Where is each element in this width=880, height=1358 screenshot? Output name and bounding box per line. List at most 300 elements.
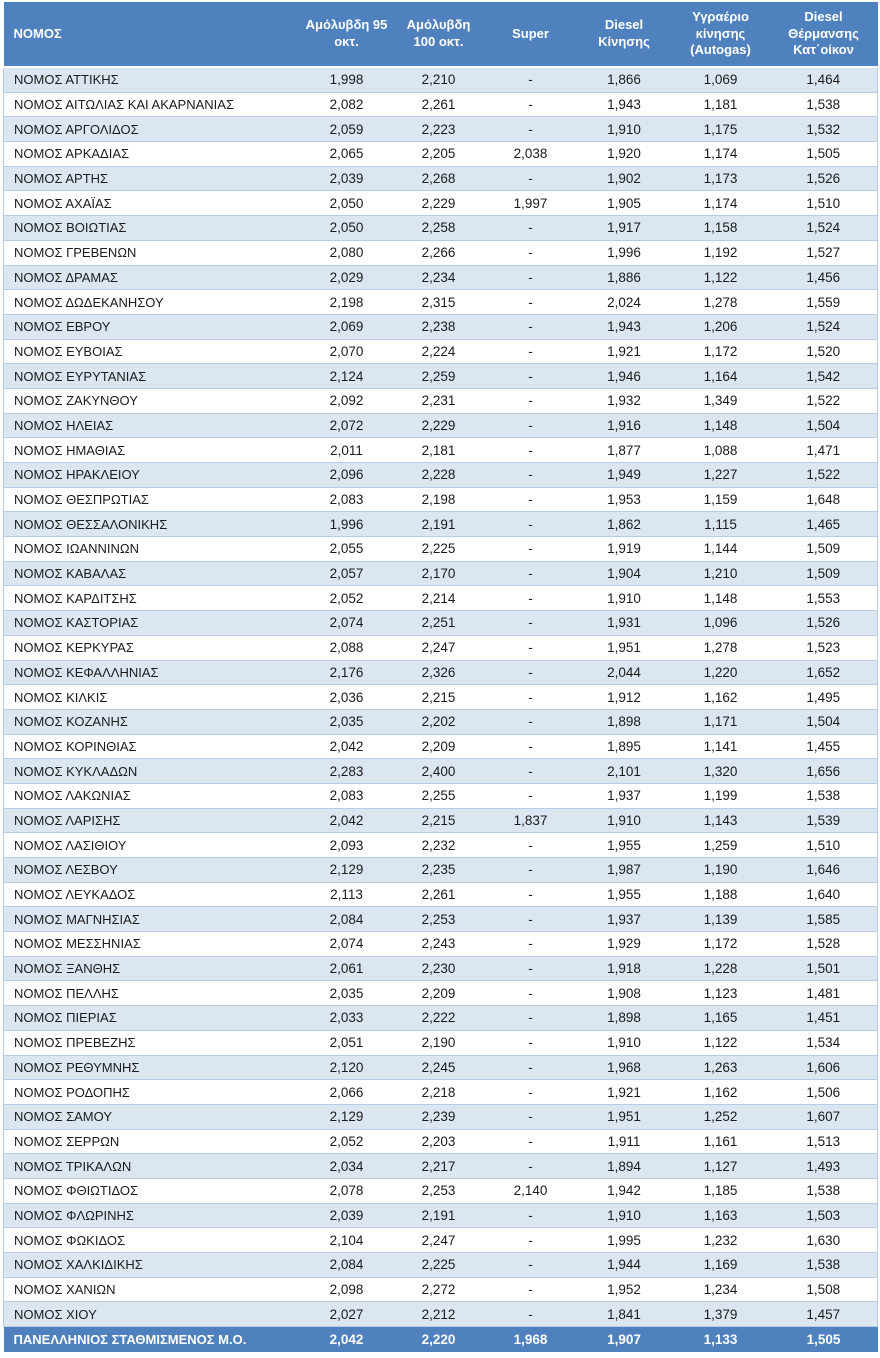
price-cell: 1,522 [770, 463, 878, 488]
table-row [4, 858, 878, 883]
table-row [4, 142, 878, 167]
price-cell: 1,164 [672, 364, 770, 389]
price-cell: 2,074 [301, 611, 393, 636]
price-cell: 2,084 [301, 1253, 393, 1278]
footer-value: 1,907 [577, 1327, 672, 1353]
prefecture-name-cell: ΝΟΜΟΣ ΛΑΚΩΝΙΑΣ [4, 783, 301, 808]
price-cell: 1,996 [577, 240, 672, 265]
price-cell: 2,239 [393, 1104, 485, 1129]
price-cell: 1,648 [770, 487, 878, 512]
price-cell: - [485, 759, 577, 784]
price-cell: - [485, 413, 577, 438]
price-cell: 2,272 [393, 1277, 485, 1302]
price-cell: - [485, 1277, 577, 1302]
price-cell: 1,898 [577, 1006, 672, 1031]
table-row [4, 117, 878, 142]
price-cell: 1,905 [577, 191, 672, 216]
table-row [4, 833, 878, 858]
prefecture-name-cell: ΝΟΜΟΣ ΘΕΣΠΡΩΤΙΑΣ [4, 487, 301, 512]
price-cell: 1,943 [577, 92, 672, 117]
price-cell: - [485, 783, 577, 808]
price-cell: 1,228 [672, 956, 770, 981]
price-cell: 2,230 [393, 956, 485, 981]
price-cell: 1,955 [577, 882, 672, 907]
price-cell: 1,910 [577, 586, 672, 611]
prefecture-name-cell: ΝΟΜΟΣ ΑΡΤΗΣ [4, 166, 301, 191]
table-row [4, 314, 878, 339]
price-cell: 1,508 [770, 1277, 878, 1302]
column-header-unleaded-100: Αμόλυβδη 100 οκτ. [393, 2, 485, 67]
price-cell: 2,088 [301, 635, 393, 660]
price-cell: 1,886 [577, 265, 672, 290]
prefecture-name-cell: ΝΟΜΟΣ ΙΩΑΝΝΙΝΩΝ [4, 537, 301, 562]
table-row [4, 240, 878, 265]
price-cell: 1,199 [672, 783, 770, 808]
price-cell: 1,263 [672, 1055, 770, 1080]
table-header [4, 2, 878, 67]
price-cell: - [485, 1006, 577, 1031]
prefecture-name-cell: ΝΟΜΟΣ ΕΥΒΟΙΑΣ [4, 339, 301, 364]
price-cell: - [485, 1154, 577, 1179]
price-cell: 2,011 [301, 438, 393, 463]
price-cell: 1,232 [672, 1228, 770, 1253]
prefecture-name-cell: ΝΟΜΟΣ ΣΑΜΟΥ [4, 1104, 301, 1129]
footer-label: ΠΑΝΕΛΛΗΝΙΟΣ ΣΤΑΘΜΙΣΜΕΝΟΣ Μ.Ο. [4, 1327, 301, 1353]
prefecture-name-cell: ΝΟΜΟΣ ΡΟΔΟΠΗΣ [4, 1080, 301, 1105]
price-cell: 2,283 [301, 759, 393, 784]
table-row [4, 981, 878, 1006]
price-cell: 2,176 [301, 660, 393, 685]
prefecture-name-cell: ΝΟΜΟΣ ΗΡΑΚΛΕΙΟΥ [4, 463, 301, 488]
price-cell: 1,163 [672, 1203, 770, 1228]
price-cell: 2,074 [301, 932, 393, 957]
price-cell: 2,050 [301, 216, 393, 241]
price-cell: - [485, 1203, 577, 1228]
price-cell: 1,505 [770, 142, 878, 167]
price-cell: 1,987 [577, 858, 672, 883]
table-row [4, 759, 878, 784]
price-cell: 2,205 [393, 142, 485, 167]
price-cell: 2,036 [301, 685, 393, 710]
price-cell: 1,912 [577, 685, 672, 710]
price-cell: 1,955 [577, 833, 672, 858]
price-cell: 2,400 [393, 759, 485, 784]
price-cell: 2,124 [301, 364, 393, 389]
price-cell: 1,503 [770, 1203, 878, 1228]
price-cell: 1,911 [577, 1129, 672, 1154]
price-cell: 2,209 [393, 734, 485, 759]
price-cell: 1,921 [577, 1080, 672, 1105]
price-cell: 2,070 [301, 339, 393, 364]
price-cell: 1,174 [672, 191, 770, 216]
price-cell: 2,259 [393, 364, 485, 389]
price-cell: 1,162 [672, 685, 770, 710]
price-cell: 2,055 [301, 537, 393, 562]
prefecture-name-cell: ΝΟΜΟΣ ΦΛΩΡΙΝΗΣ [4, 1203, 301, 1228]
price-cell: 1,171 [672, 709, 770, 734]
price-cell: 2,050 [301, 191, 393, 216]
price-cell: 2,039 [301, 1203, 393, 1228]
price-cell: 1,538 [770, 1253, 878, 1278]
price-cell: 1,968 [577, 1055, 672, 1080]
price-cell: 2,059 [301, 117, 393, 142]
prefecture-name-cell: ΝΟΜΟΣ ΑΤΤΙΚΗΣ [4, 67, 301, 92]
price-cell: 2,104 [301, 1228, 393, 1253]
price-cell: 2,245 [393, 1055, 485, 1080]
price-cell: 1,451 [770, 1006, 878, 1031]
table-body [4, 67, 878, 1327]
price-cell: 2,268 [393, 166, 485, 191]
price-cell: 1,607 [770, 1104, 878, 1129]
price-cell: 2,035 [301, 981, 393, 1006]
prefecture-name-cell: ΝΟΜΟΣ ΧΑΝΙΩΝ [4, 1277, 301, 1302]
footer-value: 2,042 [301, 1327, 393, 1353]
price-cell: - [485, 635, 577, 660]
footer-value: 1,505 [770, 1327, 878, 1353]
price-cell: 1,259 [672, 833, 770, 858]
price-cell: 1,527 [770, 240, 878, 265]
table-row [4, 1228, 878, 1253]
price-cell: 1,523 [770, 635, 878, 660]
price-cell: - [485, 586, 577, 611]
price-cell: 1,862 [577, 512, 672, 537]
header-row [4, 2, 878, 67]
table-row [4, 1129, 878, 1154]
footer-row [4, 1327, 878, 1353]
prefecture-name-cell: ΝΟΜΟΣ ΦΩΚΙΔΟΣ [4, 1228, 301, 1253]
price-cell: 1,919 [577, 537, 672, 562]
price-cell: 2,215 [393, 808, 485, 833]
price-cell: 2,247 [393, 635, 485, 660]
table-footer [4, 1327, 878, 1353]
price-cell: 1,917 [577, 216, 672, 241]
price-cell: - [485, 611, 577, 636]
price-cell: 1,144 [672, 537, 770, 562]
price-cell: 1,944 [577, 1253, 672, 1278]
price-cell: 1,278 [672, 290, 770, 315]
price-cell: 2,083 [301, 783, 393, 808]
table-row [4, 1080, 878, 1105]
price-cell: 2,080 [301, 240, 393, 265]
price-cell: 1,464 [770, 67, 878, 92]
price-cell: 1,506 [770, 1080, 878, 1105]
price-cell: 1,456 [770, 265, 878, 290]
price-cell: 1,652 [770, 660, 878, 685]
price-cell: 1,997 [485, 191, 577, 216]
price-cell: 1,509 [770, 561, 878, 586]
price-cell: 2,261 [393, 92, 485, 117]
prefecture-name-cell: ΝΟΜΟΣ ΛΑΣΙΘΙΟΥ [4, 833, 301, 858]
price-cell: 1,538 [770, 92, 878, 117]
price-cell: 2,190 [393, 1030, 485, 1055]
table-row [4, 1277, 878, 1302]
price-cell: 1,526 [770, 611, 878, 636]
price-cell: 2,229 [393, 191, 485, 216]
price-cell: 1,526 [770, 166, 878, 191]
price-cell: 2,315 [393, 290, 485, 315]
price-cell: 1,949 [577, 463, 672, 488]
price-cell: 1,471 [770, 438, 878, 463]
price-cell: 1,172 [672, 932, 770, 957]
price-cell: 1,169 [672, 1253, 770, 1278]
price-cell: 1,932 [577, 388, 672, 413]
price-cell: 1,227 [672, 463, 770, 488]
table-row [4, 166, 878, 191]
price-cell: 1,220 [672, 660, 770, 685]
price-cell: 1,539 [770, 808, 878, 833]
price-cell: 2,215 [393, 685, 485, 710]
price-cell: - [485, 833, 577, 858]
price-cell: 1,123 [672, 981, 770, 1006]
price-cell: - [485, 537, 577, 562]
prefecture-name-cell: ΝΟΜΟΣ ΗΛΕΙΑΣ [4, 413, 301, 438]
price-cell: 1,877 [577, 438, 672, 463]
price-cell: 2,052 [301, 586, 393, 611]
prefecture-name-cell: ΝΟΜΟΣ ΜΑΓΝΗΣΙΑΣ [4, 907, 301, 932]
price-cell: 2,024 [577, 290, 672, 315]
price-cell: 2,231 [393, 388, 485, 413]
price-cell: 2,326 [393, 660, 485, 685]
price-cell: 1,069 [672, 67, 770, 92]
price-cell: 2,225 [393, 537, 485, 562]
price-cell: 2,129 [301, 1104, 393, 1129]
column-header-super: Super [485, 2, 577, 67]
prefecture-name-cell: ΝΟΜΟΣ ΔΡΑΜΑΣ [4, 265, 301, 290]
prefecture-name-cell: ΝΟΜΟΣ ΒΟΙΩΤΙΑΣ [4, 216, 301, 241]
price-cell: - [485, 92, 577, 117]
price-cell: 1,902 [577, 166, 672, 191]
price-cell: 1,127 [672, 1154, 770, 1179]
table-row [4, 216, 878, 241]
price-cell: 2,042 [301, 808, 393, 833]
table-row [4, 734, 878, 759]
price-cell: 1,158 [672, 216, 770, 241]
price-cell: 1,910 [577, 1030, 672, 1055]
price-cell: 1,841 [577, 1302, 672, 1327]
price-cell: 1,538 [770, 783, 878, 808]
price-cell: 2,039 [301, 166, 393, 191]
price-cell: - [485, 240, 577, 265]
price-cell: 1,532 [770, 117, 878, 142]
price-cell: 1,630 [770, 1228, 878, 1253]
table-row [4, 932, 878, 957]
price-cell: 1,278 [672, 635, 770, 660]
price-cell: 1,542 [770, 364, 878, 389]
price-cell: 2,209 [393, 981, 485, 1006]
price-cell: 1,210 [672, 561, 770, 586]
price-cell: 2,202 [393, 709, 485, 734]
prefecture-name-cell: ΝΟΜΟΣ ΦΘΙΩΤΙΔΟΣ [4, 1178, 301, 1203]
price-cell: 1,148 [672, 586, 770, 611]
price-cell: 1,937 [577, 783, 672, 808]
prefecture-name-cell: ΝΟΜΟΣ ΕΒΡΟΥ [4, 314, 301, 339]
price-cell: 1,837 [485, 808, 577, 833]
price-cell: 2,181 [393, 438, 485, 463]
price-cell: 2,258 [393, 216, 485, 241]
price-cell: 2,191 [393, 1203, 485, 1228]
price-cell: - [485, 1302, 577, 1327]
price-cell: 1,504 [770, 413, 878, 438]
price-cell: 1,188 [672, 882, 770, 907]
table-row [4, 290, 878, 315]
prefecture-name-cell: ΝΟΜΟΣ ΣΕΡΡΩΝ [4, 1129, 301, 1154]
price-cell: 1,481 [770, 981, 878, 1006]
price-cell: 1,379 [672, 1302, 770, 1327]
price-cell: 1,996 [301, 512, 393, 537]
price-cell: 2,042 [301, 734, 393, 759]
price-cell: 1,139 [672, 907, 770, 932]
prefecture-name-cell: ΝΟΜΟΣ ΖΑΚΥΝΘΟΥ [4, 388, 301, 413]
prefecture-name-cell: ΝΟΜΟΣ ΧΑΛΚΙΔΙΚΗΣ [4, 1253, 301, 1278]
prefecture-name-cell: ΝΟΜΟΣ ΚΙΛΚΙΣ [4, 685, 301, 710]
table-row [4, 1104, 878, 1129]
price-cell: 1,165 [672, 1006, 770, 1031]
price-cell: 2,223 [393, 117, 485, 142]
price-cell: 1,910 [577, 808, 672, 833]
prefecture-name-cell: ΝΟΜΟΣ ΚΟΡΙΝΘΙΑΣ [4, 734, 301, 759]
prefecture-name-cell: ΝΟΜΟΣ ΛΑΡΙΣΗΣ [4, 808, 301, 833]
price-cell: - [485, 685, 577, 710]
price-cell: 2,096 [301, 463, 393, 488]
price-cell: 2,229 [393, 413, 485, 438]
price-cell: 1,606 [770, 1055, 878, 1080]
price-cell: 2,033 [301, 1006, 393, 1031]
price-cell: - [485, 1080, 577, 1105]
table-row [4, 265, 878, 290]
price-cell: 2,214 [393, 586, 485, 611]
table-row [4, 67, 878, 92]
price-cell: 1,559 [770, 290, 878, 315]
table-row [4, 586, 878, 611]
price-cell: 1,524 [770, 314, 878, 339]
price-cell: 1,185 [672, 1178, 770, 1203]
price-cell: 1,528 [770, 932, 878, 957]
table-row [4, 463, 878, 488]
column-header-nomos: ΝΟΜΟΣ [4, 2, 301, 67]
price-cell: - [485, 487, 577, 512]
price-cell: 1,908 [577, 981, 672, 1006]
price-cell: 2,069 [301, 314, 393, 339]
price-cell: 2,225 [393, 1253, 485, 1278]
price-cell: 2,052 [301, 1129, 393, 1154]
price-cell: 1,174 [672, 142, 770, 167]
price-cell: 2,218 [393, 1080, 485, 1105]
column-header-unleaded-95: Αμόλυβδη 95 οκτ. [301, 2, 393, 67]
price-cell: - [485, 1228, 577, 1253]
price-cell: 1,952 [577, 1277, 672, 1302]
price-cell: 1,320 [672, 759, 770, 784]
prefecture-name-cell: ΝΟΜΟΣ ΚΥΚΛΑΔΩΝ [4, 759, 301, 784]
price-cell: - [485, 709, 577, 734]
price-cell: 2,261 [393, 882, 485, 907]
price-cell: 1,143 [672, 808, 770, 833]
price-cell: - [485, 438, 577, 463]
price-cell: 1,904 [577, 561, 672, 586]
price-cell: 1,161 [672, 1129, 770, 1154]
prefecture-name-cell: ΝΟΜΟΣ ΚΕΡΚΥΡΑΣ [4, 635, 301, 660]
price-cell: 1,553 [770, 586, 878, 611]
price-cell: - [485, 932, 577, 957]
price-cell: 2,140 [485, 1178, 577, 1203]
price-cell: 2,224 [393, 339, 485, 364]
price-cell: 2,129 [301, 858, 393, 883]
prefecture-name-cell: ΝΟΜΟΣ ΠΙΕΡΙΑΣ [4, 1006, 301, 1031]
table-row [4, 1203, 878, 1228]
price-cell: 1,894 [577, 1154, 672, 1179]
table-row [4, 487, 878, 512]
price-cell: 2,098 [301, 1277, 393, 1302]
price-cell: 2,113 [301, 882, 393, 907]
price-cell: - [485, 956, 577, 981]
table-row [4, 537, 878, 562]
table-row [4, 635, 878, 660]
table-row [4, 685, 878, 710]
price-cell: 1,929 [577, 932, 672, 957]
price-cell: 1,646 [770, 858, 878, 883]
price-cell: 1,122 [672, 265, 770, 290]
table-row [4, 512, 878, 537]
price-cell: - [485, 117, 577, 142]
price-cell: 2,038 [485, 142, 577, 167]
prefecture-name-cell: ΝΟΜΟΣ ΧΙΟΥ [4, 1302, 301, 1327]
prefecture-name-cell: ΝΟΜΟΣ ΓΡΕΒΕΝΩΝ [4, 240, 301, 265]
price-cell: 2,092 [301, 388, 393, 413]
price-cell: 2,101 [577, 759, 672, 784]
table-row [4, 709, 878, 734]
price-cell: - [485, 858, 577, 883]
price-cell: - [485, 339, 577, 364]
table-row [4, 388, 878, 413]
table-row [4, 808, 878, 833]
price-cell: 1,088 [672, 438, 770, 463]
table-row [4, 1302, 878, 1327]
column-header-autogas: Υγραέριο κίνησης (Autogas) [672, 2, 770, 67]
price-cell: - [485, 1253, 577, 1278]
price-cell: 2,198 [393, 487, 485, 512]
prefecture-name-cell: ΝΟΜΟΣ ΔΩΔΕΚΑΝΗΣΟΥ [4, 290, 301, 315]
prefecture-name-cell: ΝΟΜΟΣ ΚΑΡΔΙΤΣΗΣ [4, 586, 301, 611]
price-cell: 1,918 [577, 956, 672, 981]
price-cell: 1,946 [577, 364, 672, 389]
price-cell: 2,253 [393, 1178, 485, 1203]
table-row [4, 611, 878, 636]
price-cell: 1,866 [577, 67, 672, 92]
prefecture-name-cell: ΝΟΜΟΣ ΚΑΣΤΟΡΙΑΣ [4, 611, 301, 636]
price-cell: 1,504 [770, 709, 878, 734]
price-cell: 1,524 [770, 216, 878, 241]
price-cell: 1,181 [672, 92, 770, 117]
price-cell: 2,198 [301, 290, 393, 315]
price-cell: - [485, 216, 577, 241]
prefecture-name-cell: ΝΟΜΟΣ ΑΙΤΩΛΙΑΣ ΚΑΙ ΑΚΑΡΝΑΝΙΑΣ [4, 92, 301, 117]
prefecture-name-cell: ΝΟΜΟΣ ΚΑΒΑΛΑΣ [4, 561, 301, 586]
table-row [4, 191, 878, 216]
price-cell: - [485, 388, 577, 413]
prefecture-name-cell: ΝΟΜΟΣ ΛΕΥΚΑΔΟΣ [4, 882, 301, 907]
price-cell: - [485, 265, 577, 290]
prefecture-name-cell: ΝΟΜΟΣ ΕΥΡΥΤΑΝΙΑΣ [4, 364, 301, 389]
price-cell: 2,255 [393, 783, 485, 808]
table-row [4, 783, 878, 808]
price-cell: 1,585 [770, 907, 878, 932]
table-row [4, 1253, 878, 1278]
price-cell: 2,034 [301, 1154, 393, 1179]
price-cell: 2,044 [577, 660, 672, 685]
price-cell: 2,191 [393, 512, 485, 537]
price-cell: 1,493 [770, 1154, 878, 1179]
price-cell: 1,192 [672, 240, 770, 265]
price-cell: 1,096 [672, 611, 770, 636]
